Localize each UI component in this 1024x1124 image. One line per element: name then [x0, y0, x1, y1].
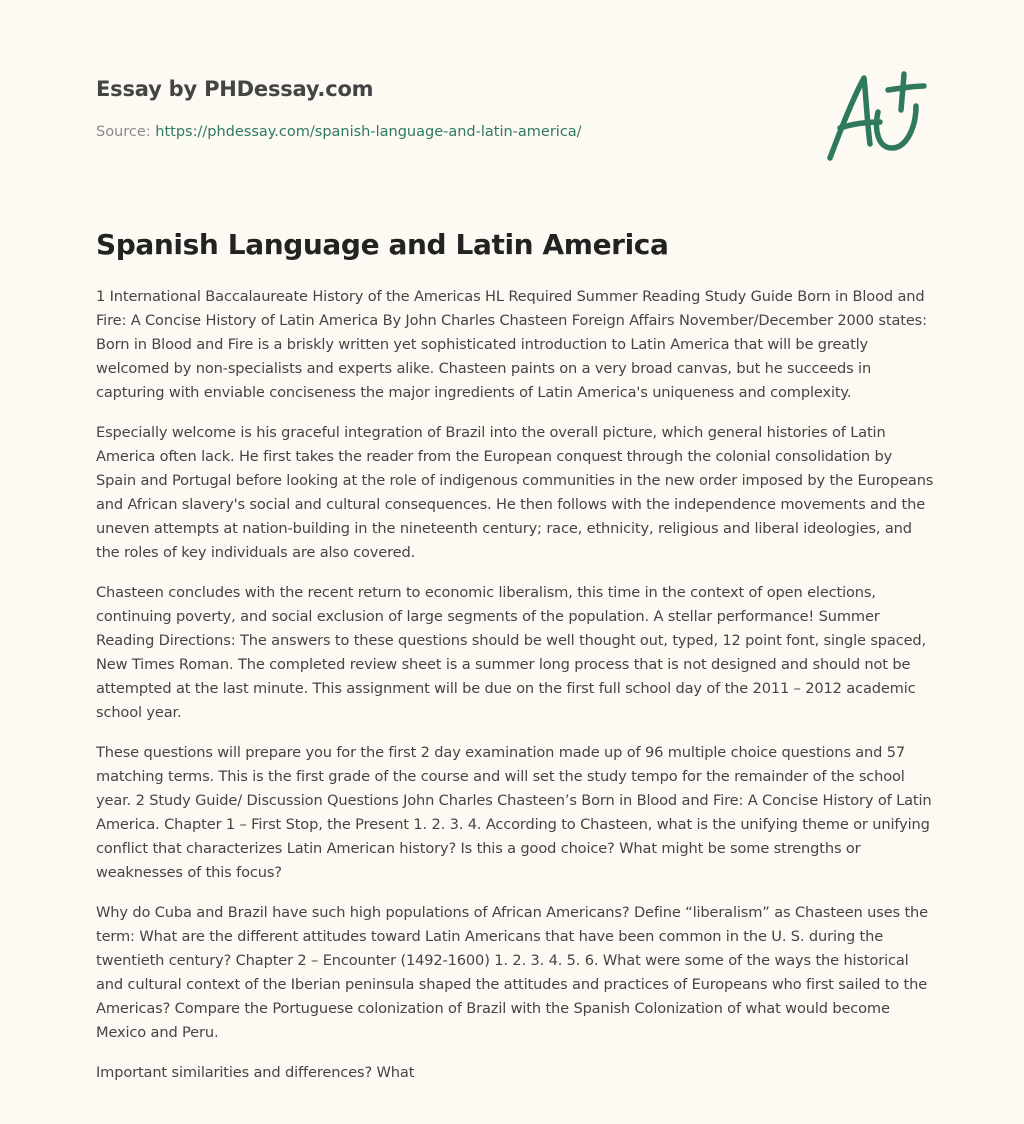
page-header	[96, 74, 928, 142]
article-body	[96, 285, 936, 1101]
a-plus-logo-icon	[820, 66, 930, 166]
site-title: Essay by PHDessay.com	[96, 77, 374, 101]
paragraph: Especially welcome is his graceful integration of Brazil into the overall picture, which general histories of Latin America often lack. He first takes the reader from the European conquest through the colonial consolidation by Spain and Portugal before looking at the role of indigenous communities in the new order imposed by the Europeans and African slavery's social and cultural consequences. He then follows with the independence movements and the uneven attempts at nation-building in the nineteenth century; race, ethnicity, religious and liberal ideologies, and the roles of key individuals are also covered.	[96, 424, 934, 561]
source-line	[96, 122, 928, 142]
article-title: Spanish Language and Latin America	[96, 228, 669, 261]
paragraph: Chasteen concludes with the recent return to economic liberalism, this time in the context of open elections, continuing poverty, and social exclusion of large segments of the population. A stellar performance! Summer Reading Directions: The answers to these questions should be well thought out, typed, 12 point font, single spaced, New Times Roman. The completed review sheet is a summer long process that is not designed and should not be attempted at the last minute. This assignment will be due on the first full school day of the 2011 – 2012 academic school year.	[96, 584, 927, 721]
paragraph: 1 International Baccalaureate History of the Americas HL Required Summer Reading Study Guide Born in Blood and Fire: A Concise History of Latin America By John Charles Chasteen Foreign Affairs November/December 2000 states: Born in Blood and Fire is a briskly written yet sophisticated introduction to Latin America that will be greatly welcomed by non-specialists and experts alike. Chasteen paints on a very broad canvas, but he succeeds in capturing with enviable conciseness the major ingredients of Latin America's uniqueness and complexity.	[96, 288, 927, 401]
paragraph: These questions will prepare you for the first 2 day examination made up of 96 multiple choice questions and 57 matching terms. This is the first grade of the course and will set the study tempo for the remainder of the school year. 2 Study Guide/ Discussion Questions John Charles Chasteen’s Born in Blood and Fire: A Concise History of Latin America. Chapter 1 – First Stop, the Present 1. 2. 3. 4. According to Chasteen, what is the unifying theme or unifying conflict that characterizes Latin American history? Is this a good choice? What might be some strengths or weaknesses of this focus?	[96, 744, 932, 881]
paragraph: Important similarities and differences? What	[96, 1064, 415, 1081]
paragraph: Why do Cuba and Brazil have such high populations of African Americans? Define “liberalism” as Chasteen uses the term: What are the different attitudes toward Latin Americans that have been common in the U. S. during the twentieth century? Chapter 2 – Encounter (1492-1600) 1. 2. 3. 4. 5. 6. What were some of the ways the historical and cultural context of the Iberian peninsula shaped the attitudes and practices of Europeans who first sailed to the Americas? Compare the Portuguese colonization of Brazil with the Spanish Colonization of what would become Mexico and Peru.	[96, 904, 928, 1041]
source-link[interactable]: https://phdessay.com/spanish-language-and-latin-america/	[155, 124, 582, 140]
source-label: Source:	[96, 124, 156, 140]
